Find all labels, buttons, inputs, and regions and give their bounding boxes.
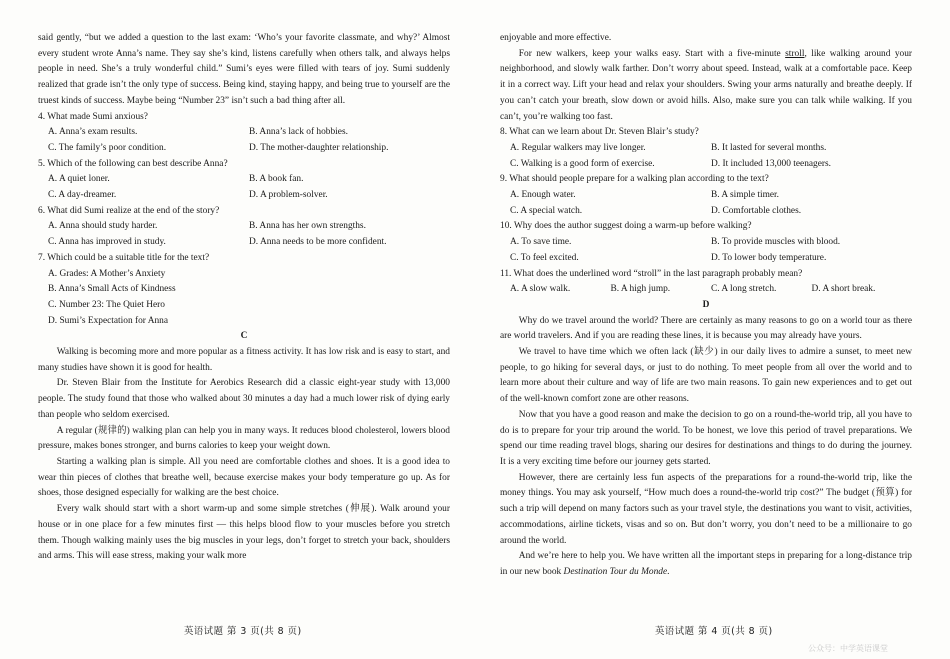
question-4	[38, 110, 450, 157]
option-a: A. Enough water.	[510, 190, 576, 201]
passage-d-paragraph: Now that you have a good reason and make the decision to go on a round-the-world trip, all you have to do is to prepare for your trip around the world. To be honest, we love this period of travel preparations. We spend our time reading travel blogs, sharing our desires for destinations and things to do during the journey. It is a very exciting time before our journey gets started.	[500, 409, 912, 467]
option-c: C. To feel excited.	[510, 252, 579, 263]
question-options	[38, 172, 450, 203]
text-segment: For new walkers, keep your walks easy. Start with a five-minute	[518, 48, 786, 59]
question-options	[38, 219, 450, 250]
passage-d-paragraph: We travel to have time which we often lack (缺少) in our daily lives to admire a sunset, to meet new people, to go hiking for several days, or just to do nothing. To meet people from all over the world and to learn more about their culture and way of life are two main reasons. To gain new experiences and to get out of the well-known comfort zone are other reasons.	[500, 347, 912, 405]
option-b: B. A simple timer.	[711, 190, 779, 201]
option-a: A. A slow walk.	[510, 284, 571, 295]
question-9	[500, 172, 912, 219]
question-stem: 11. What does the underlined word “stroll” in the last paragraph probably mean?	[500, 268, 803, 279]
option-b: B. It lasted for several months.	[711, 142, 827, 153]
option-d: D. Anna needs to be more confident.	[249, 237, 387, 248]
option-d: D. It included 13,000 teenagers.	[711, 158, 832, 169]
option-c: C. Anna has improved in study.	[48, 237, 166, 248]
option-c: C. Walking is a good form of exercise.	[510, 158, 655, 169]
question-7	[38, 251, 450, 330]
passage-c-paragraph: Every walk should start with a short warm-up and some simple stretches (伸展). Walk around your house or in one place for a few minutes first — this helps blood flow to your muscles before you stretch them. Though walking mainly uses the big muscles in your legs, don’t forget to stretch your back, shoulders and arms. This will ease stress, making your walk more	[38, 504, 450, 562]
passage-c-paragraph: Dr. Steven Blair from the Institute for Aerobics Research did a classic eight-year study with 13,000 people. The study found that those who walked about 30 minutes a day had a much lower risk of dying early than people who seldom exercised.	[38, 378, 450, 420]
option-b: B. To provide muscles with blood.	[711, 237, 841, 248]
option-b: B. Anna’s lack of hobbies.	[249, 127, 348, 138]
text-segment: , like walking around your neighborhood, and slowly walk farther. Don’t worry about speed. Instead, walk at a comfortable pace. Keep it in a correct way. Lift your head and relax your shoulders. Swing your arms naturally and breathe deeply. If you can’t catch your breath, slow down or avoid hills. Also, make sure you can talk while walking. If you can’t, you’re walking too fast.	[500, 48, 913, 122]
passage-c-paragraph: A regular (规律的) walking plan can help you in many ways. It reduces blood cholesterol, lowers blood pressure, makes bones stronger, and burns calories to keep your weight down.	[38, 425, 450, 452]
section-label-d: D	[702, 299, 710, 310]
text-segment: And we’re here to help you. We have written all the important steps in preparing for a long-distance trip in our new book	[500, 551, 912, 577]
underlined-word: stroll	[785, 48, 805, 59]
question-stem: 8. What can we learn about Dr. Steven Blair’s study?	[500, 127, 699, 138]
question-options	[500, 282, 912, 298]
option-b: B. Anna’s Small Acts of Kindness	[48, 284, 176, 295]
question-8	[500, 125, 912, 172]
option-a: A. Regular walkers may live longer.	[510, 142, 646, 153]
question-stem: 7. Which could be a suitable title for the text?	[38, 252, 210, 263]
passage-c-last-paragraph	[500, 47, 912, 126]
option-d: D. Sumi’s Expectation for Anna	[48, 315, 169, 326]
option-b: B. A book fan.	[249, 174, 304, 185]
question-stem: 6. What did Sumi realize at the end of the story?	[38, 205, 220, 216]
option-d: D. A short break.	[811, 284, 876, 295]
passage-c-paragraph: Starting a walking plan is simple. All you need are comfortable clothes and shoes. It is a good idea to wear thin pieces of clothes that breathe well, because exercise makes your body temperature go up. As for shoes, those designed especially for walking are the best choice.	[38, 456, 450, 499]
question-stem: 5. Which of the following can best describe Anna?	[38, 158, 228, 169]
option-c: C. A day-dreamer.	[48, 190, 117, 201]
option-a: A. Anna should study harder.	[48, 221, 158, 232]
option-c: C. A long stretch.	[711, 284, 777, 295]
passage-c-paragraph: Walking is becoming more and more popular as a fitness activity. It has low risk and is easy to start, and many studies have shown it is good for health.	[38, 347, 450, 373]
option-a: A. A quiet loner.	[48, 174, 110, 185]
question-options	[500, 188, 912, 219]
option-a: A. Anna’s exam results.	[48, 127, 138, 138]
story-ending-paragraph: said gently, “but we added a question to the last exam: ‘Who’s your favorite classmate, and why?’ Almost every student wrote Anna’s name. They say she’s kind, listens carefully when others talk, and always helps people in need. She’s a truly wonderful child.” Sumi’s eyes were filled with tears of joy. Sumi suddenly realized that grade isn’t the only type of success. Being kind, staying happy, and being true to yourself are the truest kinds of success. Maybe being “Number 23” isn’t such a bad thing after all.	[38, 33, 450, 106]
question-options	[38, 125, 450, 156]
option-b: B. Anna has her own strengths.	[249, 221, 366, 232]
question-10	[500, 219, 912, 266]
question-options	[500, 235, 912, 266]
watermark: 公众号：中学英语课堂	[808, 644, 888, 653]
question-11	[500, 267, 912, 298]
text-segment: .	[667, 566, 670, 577]
option-d: D. To lower body temperature.	[711, 252, 827, 263]
option-d: D. A problem-solver.	[249, 190, 328, 201]
option-d: D. The mother-daughter relationship.	[249, 142, 389, 153]
section-label-c: C	[240, 331, 248, 342]
passage-c-continuation: enjoyable and more effective.	[500, 33, 612, 43]
question-stem: 4. What made Sumi anxious?	[38, 111, 148, 122]
option-c: C. A special watch.	[510, 205, 583, 216]
option-b: B. A high jump.	[610, 284, 671, 295]
question-stem: 9. What should people prepare for a walking plan according to the text?	[500, 174, 769, 185]
left-column	[38, 31, 450, 565]
option-a: A. To save time.	[510, 237, 572, 248]
passage-d-paragraph: However, there are certainly less fun aspects of the preparations for a round-the-world trip, like the money things. You may ask yourself, “How much does a round-the-world trip cost?” The budget (预算) for such a trip will depend on many factors such as your travel style, the destinations you want to visit, activities, accommodations, airline tickets, visas and so on. But don’t worry, you don’t need to be a millionaire to go around the world.	[500, 472, 912, 546]
question-6	[38, 204, 450, 251]
question-options	[38, 267, 450, 330]
right-column	[500, 31, 912, 581]
passage-d-final-paragraph	[500, 549, 912, 580]
option-c: C. Number 23: The Quiet Hero	[48, 299, 165, 310]
option-d: D. Comfortable clothes.	[711, 205, 802, 216]
book-title: Destination Tour du Monde	[563, 566, 668, 577]
page-footer-left: 英语试题 第 3 页(共 8 页)	[184, 626, 302, 637]
question-stem: 10. Why does the author suggest doing a warm-up before walking?	[500, 221, 752, 232]
option-a: A. Grades: A Mother’s Anxiety	[48, 268, 166, 279]
question-options	[500, 141, 912, 172]
question-5	[38, 157, 450, 204]
passage-d-paragraph: Why do we travel around the world? There are certainly as many reasons to go on a world tour as there are world travelers. And if you are reading these lines, it is because you may already have yours.	[500, 315, 912, 342]
page-footer-right: 英语试题 第 4 页(共 8 页)	[655, 626, 773, 637]
option-c: C. The family’s poor condition.	[48, 142, 167, 153]
